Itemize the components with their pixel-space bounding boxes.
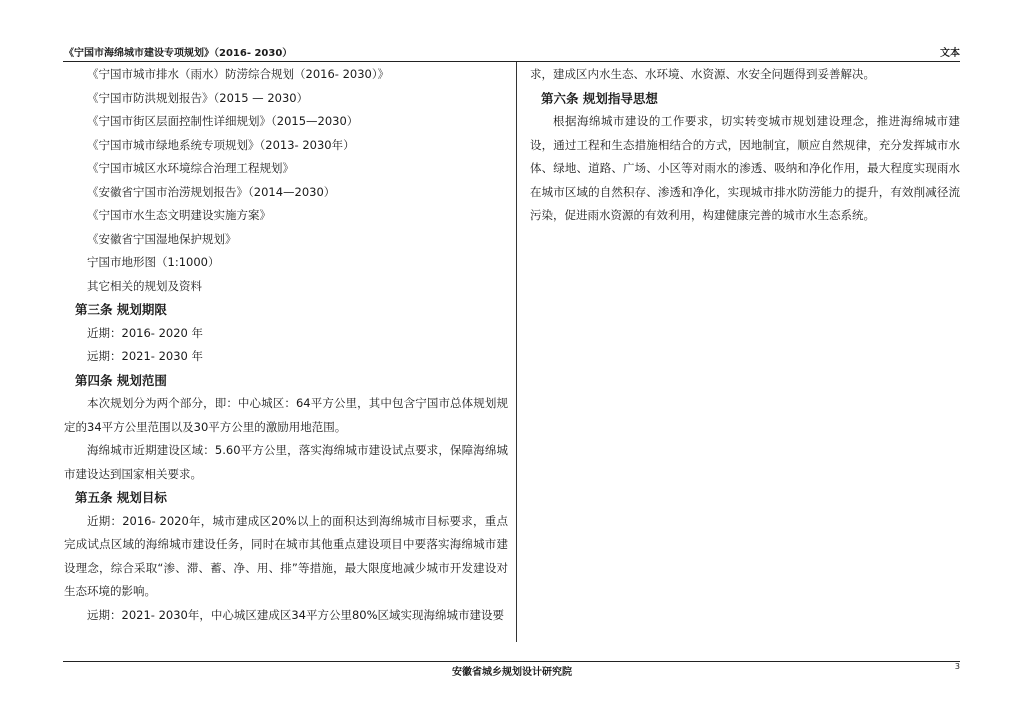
- continued-paragraph: 求，建成区内水生态、水环境、水资源、水安全问题得到妥善解决。: [530, 67, 875, 81]
- reference-item: 《宁国市防洪规划报告》（2015 — 2030）: [87, 90, 309, 105]
- article-5-heading: 第五条 规划目标: [75, 490, 167, 505]
- column-divider: [516, 62, 517, 642]
- reference-item: 《宁国市城市排水（雨水）防涝综合规划（2016- 2030）》: [87, 67, 390, 81]
- article-3-near-term: 近期：2016- 2020 年: [87, 325, 203, 340]
- document-header-label: 文本: [940, 48, 960, 59]
- header-rule: [63, 61, 960, 62]
- article-4-paragraph-2: 海绵城市近期建设区域：5.60平方公里，落实海绵城市建设试点要求，保障海绵城市建设达到国家相关要求。: [64, 443, 508, 481]
- article-6-heading: 第六条 规划指导思想: [541, 90, 658, 106]
- article-4-paragraph-1: 本次规划分为两个部分，即：中心城区：64平方公里，其中包含宁国市总体规划规定的34平方公里范围以及30平方公里的激励用地范围。: [64, 396, 508, 434]
- reference-item: 《宁国市街区层面控制性详细规划》（2015—2030）: [87, 114, 359, 128]
- reference-item: 《安徽省宁国市治涝规划报告》（2014—2030）: [87, 184, 336, 199]
- reference-item: 《宁国市城市绿地系统专项规划》（2013- 2030年）: [87, 137, 355, 152]
- article-3-long-term: 远期：2021- 2030 年: [87, 349, 203, 363]
- reference-item: 《安徽省宁国湿地保护规划》: [87, 231, 237, 246]
- document-header-title: 《宁国市海绵城市建设专项规划》（2016- 2030）: [64, 48, 293, 59]
- right-column: [530, 63, 960, 228]
- reference-item: 《宁国市城区水环境综合治理工程规划》: [87, 161, 294, 175]
- article-3-heading: 第三条 规划期限: [75, 302, 167, 317]
- left-column: [64, 63, 508, 627]
- footer-rule: [63, 661, 960, 662]
- reference-item: 《宁国市水生态文明建设实施方案》: [87, 208, 271, 222]
- article-5-paragraph-1: 近期：2016- 2020年，城市建成区20%以上的面积达到海绵城市目标要求，重点完成试点区域的海绵城市建设任务，同时在城市其他重点建设项目中要落实海绵城市建设理念，综合采取“渗、滞、蓄、净、用、排”等措施，最大限度地减少城市开发建设对生态环境的影响。: [64, 513, 508, 598]
- article-6-paragraph: 根据海绵城市建设的工作要求，切实转变城市规划建设理念，推进海绵城市建设，通过工程和生态措施相结合的方式，因地制宜，顺应自然规律，充分发挥城市水体、绿地、道路、广场、小区等对雨水的渗透、吸纳和净化作用，最大程度实现雨水在城市区域的自然积存、渗透和净化，实现城市排水防涝能力的提升，有效削减径流污染，促进雨水资源的有效利用，构建健康完善的城市水生态系统。: [530, 114, 960, 222]
- reference-item: 宁国市地形图（1:1000）: [87, 255, 220, 269]
- footer-organization: 安徽省城乡规划设计研究院: [452, 667, 572, 678]
- article-4-heading: 第四条 规划范围: [75, 372, 167, 388]
- reference-item: 其它相关的规划及资料: [87, 278, 202, 293]
- article-5-paragraph-2: 远期：2021- 2030年，中心城区建成区34平方公里80%区域实现海绵城市建设要: [87, 607, 505, 622]
- page-number: 3: [954, 662, 960, 671]
